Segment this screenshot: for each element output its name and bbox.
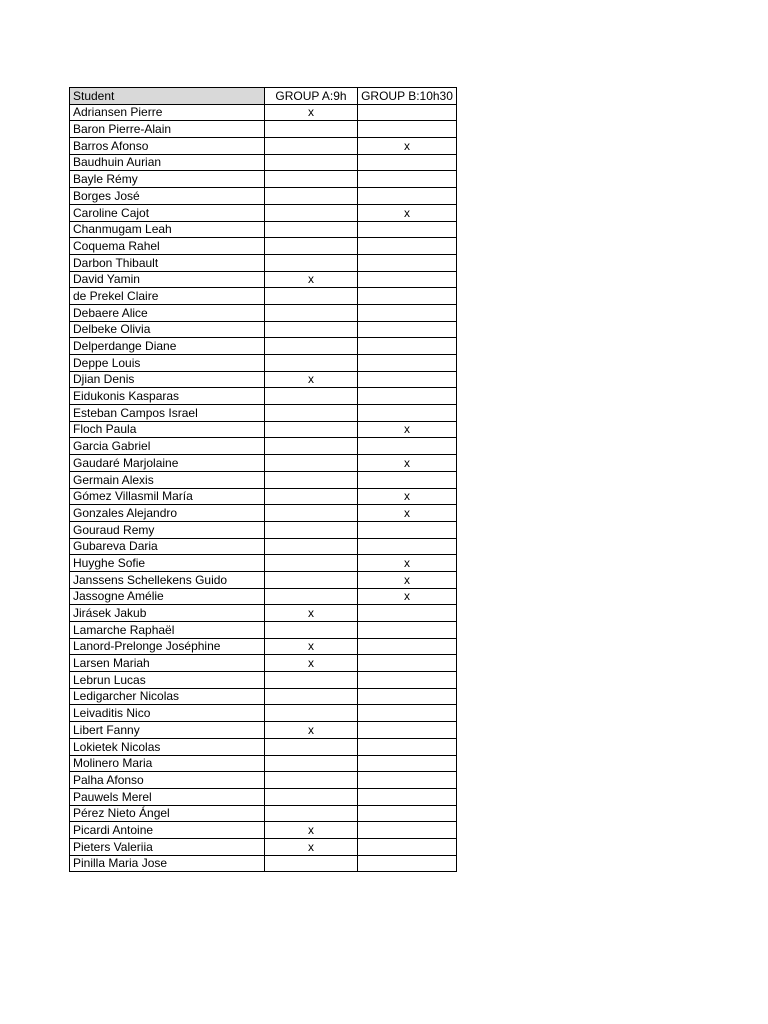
student-name-cell[interactable]: Ledigarcher Nicolas bbox=[70, 688, 265, 705]
table-body bbox=[70, 104, 457, 872]
table-row bbox=[70, 138, 457, 155]
group-a-cell[interactable] bbox=[265, 588, 358, 605]
table-row bbox=[70, 154, 457, 171]
group-b-cell[interactable] bbox=[358, 355, 457, 372]
student-name-cell[interactable]: Baudhuin Aurian bbox=[70, 154, 265, 171]
table-row bbox=[70, 538, 457, 555]
table-row bbox=[70, 188, 457, 205]
spreadsheet bbox=[69, 87, 457, 872]
table-row bbox=[70, 388, 457, 405]
student-name-cell[interactable]: Palha Afonso bbox=[70, 772, 265, 789]
table-row bbox=[70, 338, 457, 355]
group-a-cell[interactable]: x bbox=[265, 104, 358, 121]
student-name-cell[interactable]: Adriansen Pierre bbox=[70, 104, 265, 121]
table-row bbox=[70, 722, 457, 739]
group-a-cell[interactable] bbox=[265, 488, 358, 505]
table-row bbox=[70, 405, 457, 422]
group-b-cell[interactable] bbox=[358, 772, 457, 789]
table-row bbox=[70, 605, 457, 622]
group-b-cell[interactable]: x bbox=[358, 455, 457, 472]
student-name-cell[interactable]: Gouraud Remy bbox=[70, 521, 265, 538]
group-b-cell[interactable] bbox=[358, 655, 457, 672]
group-a-cell[interactable] bbox=[265, 204, 358, 221]
student-name-cell[interactable]: Garcia Gabriel bbox=[70, 438, 265, 455]
table-row bbox=[70, 788, 457, 805]
group-a-cell[interactable] bbox=[265, 405, 358, 422]
table-row bbox=[70, 288, 457, 305]
group-a-cell[interactable] bbox=[265, 738, 358, 755]
table-row bbox=[70, 321, 457, 338]
group-a-cell[interactable] bbox=[265, 505, 358, 522]
table-row bbox=[70, 371, 457, 388]
group-b-cell[interactable]: x bbox=[358, 571, 457, 588]
group-b-cell[interactable] bbox=[358, 104, 457, 121]
group-b-cell[interactable] bbox=[358, 705, 457, 722]
student-name-cell[interactable]: Esteban Campos Israel bbox=[70, 405, 265, 422]
table-row bbox=[70, 254, 457, 271]
group-b-cell[interactable] bbox=[358, 755, 457, 772]
student-name-cell[interactable]: Gómez Villasmil María bbox=[70, 488, 265, 505]
student-name-cell[interactable]: Jirásek Jakub bbox=[70, 605, 265, 622]
student-name-cell[interactable]: Bayle Rémy bbox=[70, 171, 265, 188]
student-name-cell[interactable]: Delperdange Diane bbox=[70, 338, 265, 355]
group-a-cell[interactable] bbox=[265, 421, 358, 438]
table-row bbox=[70, 104, 457, 121]
group-a-cell[interactable] bbox=[265, 788, 358, 805]
group-a-cell[interactable] bbox=[265, 438, 358, 455]
table-row bbox=[70, 171, 457, 188]
student-name-cell[interactable]: Lebrun Lucas bbox=[70, 672, 265, 689]
table-row bbox=[70, 421, 457, 438]
student-name-cell[interactable]: Pinilla Maria Jose bbox=[70, 855, 265, 872]
group-a-cell[interactable] bbox=[265, 121, 358, 138]
table-row bbox=[70, 622, 457, 639]
student-name-cell[interactable]: Huyghe Sofie bbox=[70, 555, 265, 572]
group-a-cell[interactable]: x bbox=[265, 605, 358, 622]
table-row bbox=[70, 855, 457, 872]
group-b-cell[interactable] bbox=[358, 371, 457, 388]
group-a-cell[interactable]: x bbox=[265, 271, 358, 288]
table-row bbox=[70, 355, 457, 372]
student-name-cell[interactable]: Leivaditis Nico bbox=[70, 705, 265, 722]
student-name-cell[interactable]: Delbeke Olivia bbox=[70, 321, 265, 338]
table-row bbox=[70, 588, 457, 605]
group-a-cell[interactable] bbox=[265, 188, 358, 205]
student-name-cell[interactable]: Pieters Valeriia bbox=[70, 838, 265, 855]
student-name-cell[interactable]: Caroline Cajot bbox=[70, 204, 265, 221]
group-a-cell[interactable] bbox=[265, 672, 358, 689]
group-b-cell[interactable] bbox=[358, 121, 457, 138]
group-a-cell[interactable]: x bbox=[265, 838, 358, 855]
table-row bbox=[70, 204, 457, 221]
student-name-cell[interactable]: de Prekel Claire bbox=[70, 288, 265, 305]
student-name-cell[interactable]: Pauwels Merel bbox=[70, 788, 265, 805]
student-name-cell[interactable]: Lokietek Nicolas bbox=[70, 738, 265, 755]
group-b-cell[interactable] bbox=[358, 188, 457, 205]
student-name-cell[interactable]: Borges José bbox=[70, 188, 265, 205]
group-a-cell[interactable]: x bbox=[265, 722, 358, 739]
group-a-cell[interactable] bbox=[265, 755, 358, 772]
group-a-cell[interactable] bbox=[265, 388, 358, 405]
group-b-cell[interactable] bbox=[358, 722, 457, 739]
student-name-cell[interactable]: Pérez Nieto Ángel bbox=[70, 805, 265, 822]
student-name-cell[interactable]: Jassogne Amélie bbox=[70, 588, 265, 605]
group-a-cell[interactable] bbox=[265, 805, 358, 822]
group-a-cell[interactable] bbox=[265, 688, 358, 705]
group-b-cell[interactable] bbox=[358, 471, 457, 488]
student-name-cell[interactable]: David Yamin bbox=[70, 271, 265, 288]
group-b-cell[interactable]: x bbox=[358, 488, 457, 505]
group-b-cell[interactable] bbox=[358, 438, 457, 455]
group-a-cell[interactable] bbox=[265, 288, 358, 305]
table-row bbox=[70, 738, 457, 755]
group-a-cell[interactable] bbox=[265, 705, 358, 722]
student-name-cell[interactable]: Darbon Thibault bbox=[70, 254, 265, 271]
group-a-cell[interactable] bbox=[265, 555, 358, 572]
table-row bbox=[70, 304, 457, 321]
header-row bbox=[70, 88, 457, 105]
group-b-cell[interactable] bbox=[358, 838, 457, 855]
group-b-cell[interactable] bbox=[358, 538, 457, 555]
student-name-cell[interactable]: Barros Afonso bbox=[70, 138, 265, 155]
table-row bbox=[70, 121, 457, 138]
table-row bbox=[70, 221, 457, 238]
table-row bbox=[70, 688, 457, 705]
group-b-cell[interactable]: x bbox=[358, 204, 457, 221]
group-b-cell[interactable] bbox=[358, 822, 457, 839]
group-a-cell[interactable] bbox=[265, 571, 358, 588]
group-a-cell[interactable] bbox=[265, 321, 358, 338]
student-name-cell[interactable]: Germain Alexis bbox=[70, 471, 265, 488]
group-b-cell[interactable] bbox=[358, 738, 457, 755]
student-name-cell[interactable]: Picardi Antoine bbox=[70, 822, 265, 839]
group-a-cell[interactable] bbox=[265, 138, 358, 155]
group-b-cell[interactable] bbox=[358, 154, 457, 171]
table-row bbox=[70, 455, 457, 472]
group-a-cell[interactable] bbox=[265, 254, 358, 271]
student-name-cell[interactable]: Lanord-Prelonge Joséphine bbox=[70, 638, 265, 655]
group-b-cell[interactable] bbox=[358, 688, 457, 705]
table-row bbox=[70, 471, 457, 488]
student-name-cell[interactable]: Coquema Rahel bbox=[70, 238, 265, 255]
group-b-cell[interactable] bbox=[358, 271, 457, 288]
student-name-cell[interactable]: Larsen Mariah bbox=[70, 655, 265, 672]
student-name-cell[interactable]: Eidukonis Kasparas bbox=[70, 388, 265, 405]
group-a-cell[interactable] bbox=[265, 622, 358, 639]
group-b-cell[interactable]: x bbox=[358, 421, 457, 438]
group-a-cell[interactable]: x bbox=[265, 655, 358, 672]
group-b-cell[interactable] bbox=[358, 321, 457, 338]
group-b-cell[interactable] bbox=[358, 622, 457, 639]
student-name-cell[interactable]: Molinero Maria bbox=[70, 755, 265, 772]
table-row bbox=[70, 438, 457, 455]
group-b-cell[interactable] bbox=[358, 405, 457, 422]
table-row bbox=[70, 805, 457, 822]
table-row bbox=[70, 705, 457, 722]
student-name-cell[interactable]: Djian Denis bbox=[70, 371, 265, 388]
group-b-cell[interactable]: x bbox=[358, 588, 457, 605]
student-name-cell[interactable]: Chanmugam Leah bbox=[70, 221, 265, 238]
table-row bbox=[70, 238, 457, 255]
group-a-cell[interactable] bbox=[265, 455, 358, 472]
group-b-cell[interactable]: x bbox=[358, 138, 457, 155]
table-row bbox=[70, 488, 457, 505]
group-b-cell[interactable] bbox=[358, 288, 457, 305]
group-a-cell[interactable] bbox=[265, 855, 358, 872]
group-b-cell[interactable] bbox=[358, 338, 457, 355]
group-a-cell[interactable] bbox=[265, 221, 358, 238]
table-row bbox=[70, 755, 457, 772]
group-b-cell[interactable]: x bbox=[358, 505, 457, 522]
group-b-cell[interactable] bbox=[358, 238, 457, 255]
student-group-table bbox=[69, 87, 457, 872]
group-b-cell[interactable] bbox=[358, 221, 457, 238]
group-b-cell[interactable] bbox=[358, 171, 457, 188]
group-a-cell[interactable] bbox=[265, 171, 358, 188]
student-name-cell[interactable]: Gonzales Alejandro bbox=[70, 505, 265, 522]
group-a-cell[interactable] bbox=[265, 238, 358, 255]
group-a-cell[interactable] bbox=[265, 471, 358, 488]
group-b-cell[interactable]: x bbox=[358, 555, 457, 572]
group-b-cell[interactable] bbox=[358, 521, 457, 538]
student-name-cell[interactable]: Baron Pierre-Alain bbox=[70, 121, 265, 138]
student-name-cell[interactable]: Gaudaré Marjolaine bbox=[70, 455, 265, 472]
table-row bbox=[70, 772, 457, 789]
group-a-cell[interactable] bbox=[265, 338, 358, 355]
table-row bbox=[70, 555, 457, 572]
student-name-cell[interactable]: Deppe Louis bbox=[70, 355, 265, 372]
group-b-cell[interactable] bbox=[358, 605, 457, 622]
student-name-cell[interactable]: Janssens Schellekens Guido bbox=[70, 571, 265, 588]
group-a-cell[interactable]: x bbox=[265, 822, 358, 839]
table-row bbox=[70, 672, 457, 689]
student-name-cell[interactable]: Lamarche Raphaël bbox=[70, 622, 265, 639]
group-a-cell[interactable] bbox=[265, 304, 358, 321]
group-a-cell[interactable] bbox=[265, 355, 358, 372]
group-b-cell[interactable] bbox=[358, 304, 457, 321]
table-row bbox=[70, 521, 457, 538]
header-group-a[interactable]: GROUP A:9h bbox=[265, 88, 358, 105]
group-a-cell[interactable]: x bbox=[265, 371, 358, 388]
table-row bbox=[70, 838, 457, 855]
table-row bbox=[70, 655, 457, 672]
group-a-cell[interactable] bbox=[265, 154, 358, 171]
group-b-cell[interactable] bbox=[358, 254, 457, 271]
group-b-cell[interactable] bbox=[358, 672, 457, 689]
table-row bbox=[70, 505, 457, 522]
header-group-b[interactable]: GROUP B:10h30 bbox=[358, 88, 457, 105]
group-b-cell[interactable] bbox=[358, 788, 457, 805]
table-row bbox=[70, 271, 457, 288]
student-name-cell[interactable]: Libert Fanny bbox=[70, 722, 265, 739]
group-a-cell[interactable] bbox=[265, 772, 358, 789]
group-a-cell[interactable]: x bbox=[265, 638, 358, 655]
table-row bbox=[70, 571, 457, 588]
student-name-cell[interactable]: Floch Paula bbox=[70, 421, 265, 438]
student-name-cell[interactable]: Debaere Alice bbox=[70, 304, 265, 321]
header-student[interactable]: Student bbox=[70, 88, 265, 105]
table-row bbox=[70, 822, 457, 839]
group-a-cell[interactable] bbox=[265, 521, 358, 538]
table-row bbox=[70, 638, 457, 655]
group-a-cell[interactable] bbox=[265, 538, 358, 555]
group-b-cell[interactable] bbox=[358, 638, 457, 655]
group-b-cell[interactable] bbox=[358, 855, 457, 872]
group-b-cell[interactable] bbox=[358, 805, 457, 822]
student-name-cell[interactable]: Gubareva Daria bbox=[70, 538, 265, 555]
group-b-cell[interactable] bbox=[358, 388, 457, 405]
